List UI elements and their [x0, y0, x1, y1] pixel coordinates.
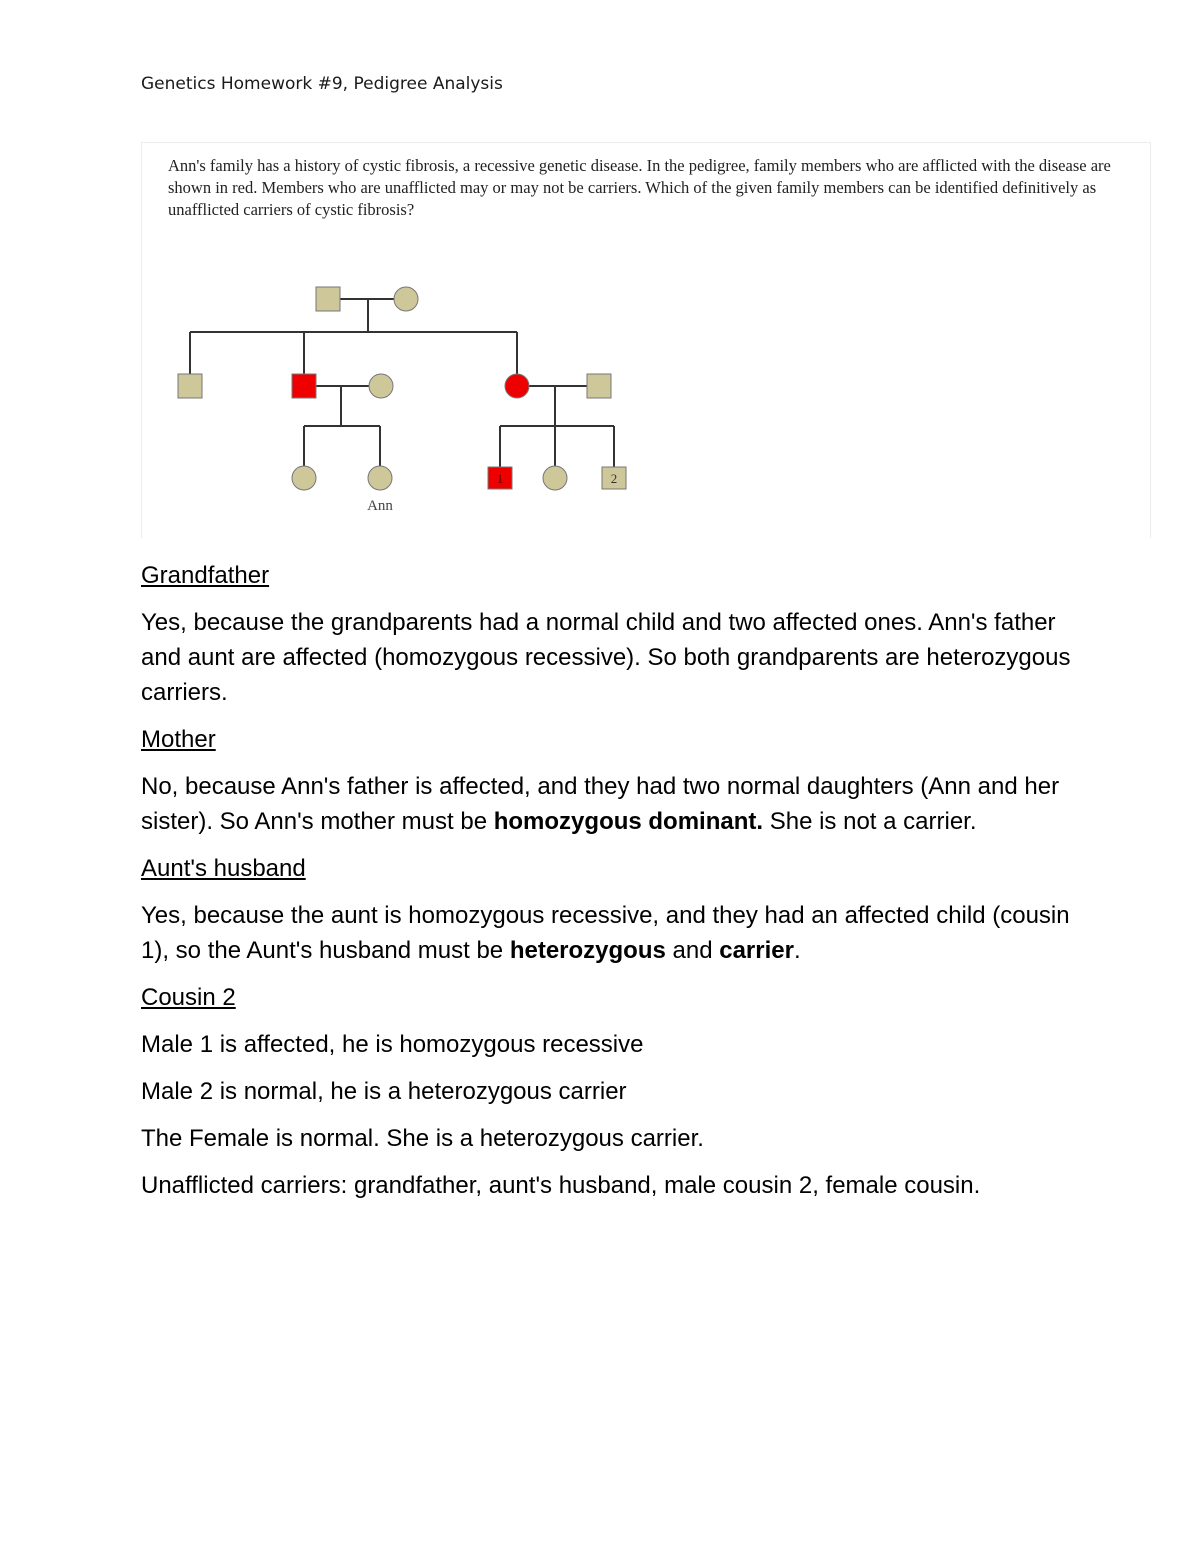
aunts-husband-answer: [141, 898, 1081, 968]
female-cousin-circle: [543, 466, 567, 490]
answer-section: [141, 558, 1081, 1215]
aunts-husband-text-3: .: [793, 937, 801, 964]
sister-circle: [292, 466, 316, 490]
aunts-husband-square: [587, 374, 611, 398]
ann-circle: [368, 466, 392, 490]
mother-answer-text-1: No, because Ann's father is affected, and they had two normal daughters (Ann and her sister). So Ann's mother must be: [141, 773, 1060, 835]
aunts-husband-heading: Aunt's husband: [141, 855, 306, 882]
pedigree-chart: [142, 143, 1152, 539]
pedigree-figure: [141, 142, 1151, 538]
aunts-husband-bold-1: heterozygous: [509, 937, 666, 964]
document-header: Genetics Homework #9, Pedigree Analysis: [141, 74, 503, 94]
question-text: Ann's family has a history of cystic fibrosis, a recessive genetic disease. In the pedigree, family members who are afflicted with the disease are shown in red. Members who are unafflicted may or may not be carriers. Which of the given family members can be identified definitively as unafflicted carriers of cystic fibrosis?: [168, 156, 1111, 219]
uncle-square: [178, 374, 202, 398]
aunts-husband-text-2: and: [665, 937, 720, 964]
cousin-2-heading: Cousin 2: [141, 984, 236, 1011]
pedigree-lines: [190, 299, 614, 468]
cousin-2-line-1: Male 1 is affected, he is homozygous recessive: [141, 1031, 644, 1058]
aunt-circle: [505, 374, 529, 398]
cousin-2-line-2: Male 2 is normal, he is a heterozygous carrier: [141, 1078, 627, 1105]
grandfather-square: [316, 287, 340, 311]
mother-circle: [369, 374, 393, 398]
cousin-2-line-3: The Female is normal. She is a heterozygous carrier.: [141, 1125, 704, 1152]
ann-label: Ann: [367, 498, 393, 514]
cousin-2-label: 2: [610, 471, 618, 486]
grandmother-circle: [394, 287, 418, 311]
cousin-1-label: 1: [496, 471, 504, 486]
aunts-husband-text-1: Yes, because the aunt is homozygous recessive, and they had an affected child (cousin 1), so the Aunt's husband must be: [141, 902, 1070, 964]
mother-heading: Mother: [141, 726, 216, 753]
grandfather-heading: Grandfather: [141, 562, 270, 589]
grandfather-answer: Yes, because the grandparents had a normal child and two affected ones. Ann's father and aunt are affected (homozygous recessive). So both grandparents are heterozygous carriers.: [141, 609, 1071, 706]
carriers-summary: Unafflicted carriers: grandfather, aunt's husband, male cousin 2, female cousin.: [141, 1172, 981, 1199]
mother-answer-text-2: She is not a carrier.: [763, 808, 977, 835]
mother-answer-bold: homozygous dominant.: [493, 808, 764, 835]
mother-answer: [141, 769, 1081, 839]
aunts-husband-bold-2: carrier: [719, 937, 794, 964]
father-square: [292, 374, 316, 398]
